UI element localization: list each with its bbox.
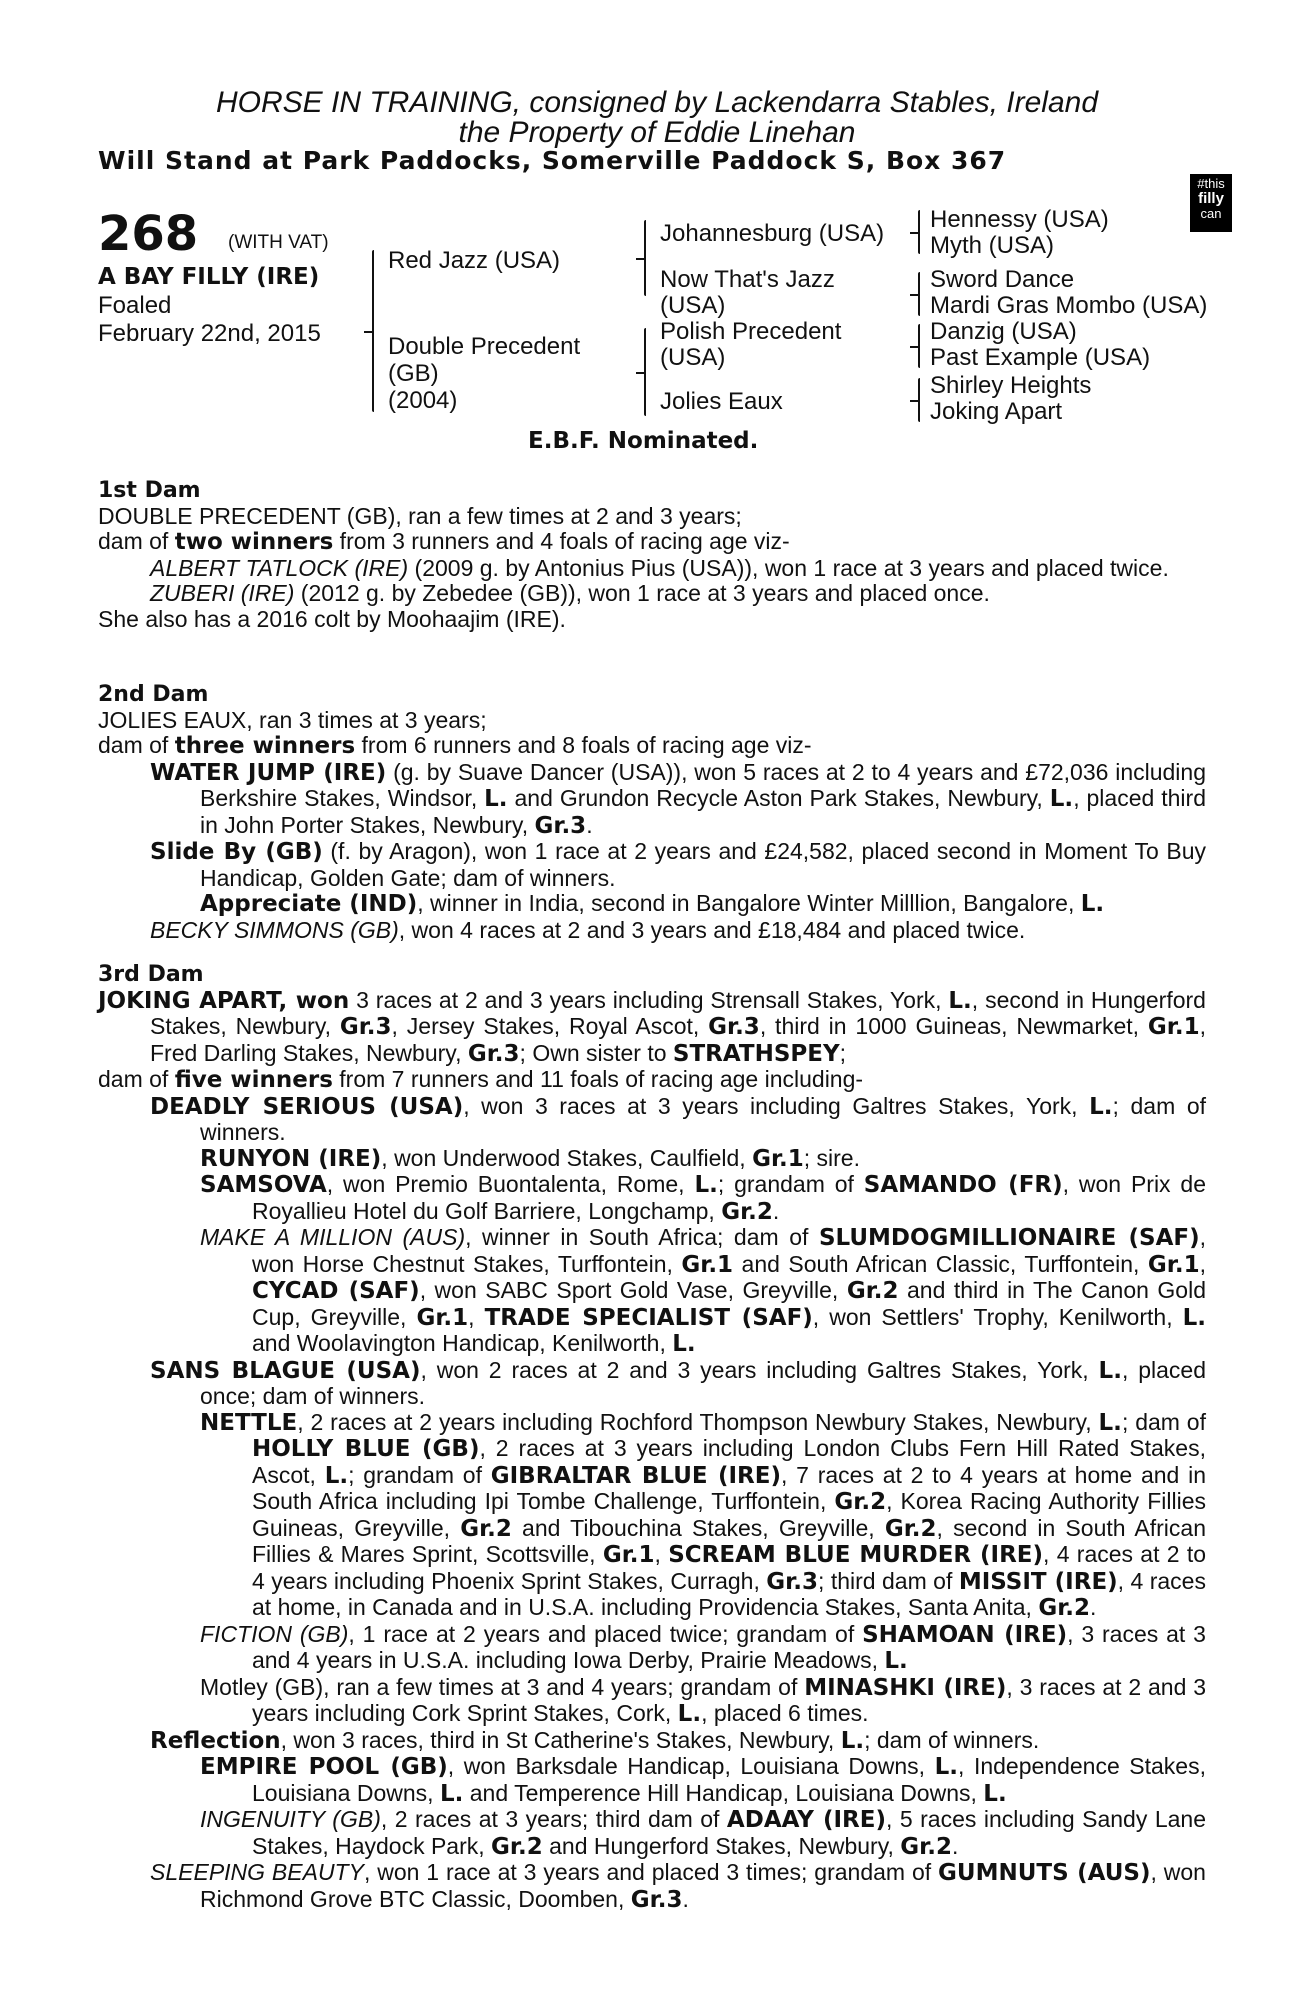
- grand-produce-entry: EMPIRE POOL (GB), won Barksdale Handicap, Louisiana Downs, L., Independence Stakes, Louisiana Downs, L. and Temperence Hill Handicap, Louisiana Downs, L.: [200, 1753, 1206, 1807]
- grandsire-3: Sword Dance: [930, 266, 1075, 293]
- grandsire-4: Mardi Gras Mombo (USA): [930, 292, 1208, 319]
- consignor-heading: HORSE IN TRAINING, consigned by Lackendarra Stables, Ireland: [215, 86, 1099, 119]
- pedigree-brace-g2: [918, 272, 920, 316]
- pedigree-brace-g1: [918, 210, 920, 254]
- horse-description: A BAY FILLY (IRE): [98, 264, 320, 290]
- dam-line2: (GB): [388, 360, 439, 387]
- pedigree-brace-main: [372, 250, 374, 412]
- grand-produce-entry: FICTION (GB), 1 race at 2 years and placed twice; grandam of SHAMOAN (IRE), 3 races at 3 and 4 years in U.S.A. including Iowa Derby, Prairie Meadows, L.: [200, 1620, 1206, 1674]
- third-dam-line: JOKING APART, won 3 races at 2 and 3 years including Strensall Stakes, York, L., second in Hungerford Stakes, Newbury, Gr.3, Jersey Stakes, Royal Ascot, Gr.3, third in 1000 Guineas, Newmarket, Gr.1, Fred Darling Stakes, Newbury, Gr.3; Own sister to STRATHSPEY;: [98, 986, 1206, 1067]
- second-dam-title: 2nd Dam: [98, 682, 209, 707]
- sire: Red Jazz (USA): [388, 247, 561, 274]
- foaled-label: Foaled: [98, 292, 172, 319]
- second-dam-produce-summary: dam of three winners from 6 runners and 8 foals of racing age viz-: [98, 732, 812, 759]
- grand-produce-entry: NETTLE, 2 races at 2 years including Rochford Thompson Newbury Stakes, Newbury, L.; dam of HOLLY BLUE (GB), 2 races at 3 years including London Clubs Fern Hill Rated Stakes, Ascot, L.; grandam of GIBRALTAR BLUE (IRE), 7 races at 2 to 4 years at home and in South Africa including Ipi Tombe Challenge, Turffontein, Gr.2, Korea Racing Authority Fillies Guineas, Greyville, Gr.2 and Tibouchina Stakes, Greyville, Gr.2, second in South African Fillies & Mares Sprint, Scottsville, Gr.1, SCREAM BLUE MURDER (IRE), 4 races at 2 to 4 years including Phoenix Sprint Stakes, Curragh, Gr.3; third dam of MISSIT (IRE), 4 races at home, in Canada and in U.S.A. including Providencia Stakes, Santa Anita, Gr.2.: [200, 1408, 1207, 1621]
- produce-entry: SANS BLAGUE (USA), won 2 races at 2 and 3 years including Galtres Stakes, York, L., placed once; dam of winners.: [150, 1356, 1206, 1409]
- lot-number: 268: [98, 206, 199, 262]
- third-dam-section: [98, 962, 1206, 1913]
- produce-entry: WATER JUMP (IRE) (g. by Suave Dancer (USA)), won 5 races at 2 to 4 years and £72,036 including Berkshire Stakes, Windsor, L. and Grundon Recycle Aston Park Stakes, Newbury, L., placed third in John Porter Stakes, Newbury, Gr.3.: [150, 758, 1207, 839]
- pedigree-brace-g4: [918, 378, 920, 422]
- produce-entry: Slide By (GB) (f. by Aragon), won 1 race at 2 years and £24,582, placed second in Moment To Buy Handicap, Golden Gate; dam of winners.: [150, 838, 1206, 891]
- owner-heading: the Property of Eddie Linehan: [458, 116, 856, 149]
- first-dam-produce-summary: dam of two winners from 3 runners and 4 foals of racing age viz-: [98, 528, 790, 555]
- grand-produce-entry: MAKE A MILLION (AUS), winner in South Africa; dam of SLUMDOGMILLIONAIRE (SAF), won Horse Chestnut Stakes, Turffontein, Gr.1 and South African Classic, Turffontein, Gr.1, CYCAD (SAF), won SABC Sport Gold Vase, Greyville, Gr.2 and third in The Canon Gold Cup, Greyville, Gr.1, TRADE SPECIALIST (SAF), won Settlers' Trophy, Kenilworth, L. and Woolavington Handicap, Kenilworth, L.: [200, 1224, 1207, 1357]
- produce-entry: DEADLY SERIOUS (USA), won 3 races at 3 years including Galtres Stakes, York, L.; dam of winners.: [150, 1092, 1207, 1145]
- vat-label: (WITH VAT): [228, 232, 329, 253]
- grandsire-6: Past Example (USA): [930, 344, 1151, 371]
- first-dam-line: DOUBLE PRECEDENT (GB), ran a few times at 2 and 3 years;: [98, 502, 742, 529]
- sire-sire: Johannesburg (USA): [660, 220, 885, 247]
- grand-produce-entry: RUNYON (IRE), won Underwood Stakes, Caulfield, Gr.1; sire.: [200, 1144, 860, 1172]
- produce-note: She also has a 2016 colt by Moohaajim (IRE).: [98, 605, 566, 632]
- dam-sire-line2: (USA): [660, 344, 726, 371]
- produce-entry: BECKY SIMMONS (GB), won 4 races at 2 and 3 years and £18,484 and placed twice.: [150, 916, 1026, 943]
- second-dam-section: [98, 682, 1206, 943]
- grand-produce-entry: SAMSOVA, won Premio Buontalenta, Rome, L.; grandam of SAMANDO (FR), won Prix de Royallieu Hotel du Golf Barriere, Longchamp, Gr.2.: [200, 1171, 1206, 1225]
- third-dam-produce-summary: dam of five winners from 7 runners and 11 foals of racing age including-: [98, 1066, 864, 1093]
- first-dam-title: 1st Dam: [98, 478, 201, 503]
- dam-sire-line1: Polish Precedent: [660, 318, 842, 345]
- dam-line3: (2004): [388, 387, 458, 414]
- produce-entry: SLEEPING BEAUTY, won 1 race at 3 years and placed 3 times; grandam of GUMNUTS (AUS), won Richmond Grove BTC Classic, Doomben, Gr.3.: [150, 1859, 1206, 1913]
- first-dam-section: [98, 478, 1206, 632]
- produce-entry: ZUBERI (IRE) (2012 g. by Zebedee (GB)), won 1 race at 3 years and placed once.: [150, 580, 990, 606]
- pedigree-brace-dam: [644, 328, 646, 416]
- grandsire-8: Joking Apart: [930, 398, 1063, 425]
- second-dam-line: JOLIES EAUX, ran 3 times at 3 years;: [98, 706, 487, 733]
- grand-produce-entry: Motley (GB), ran a few times at 3 and 4 years; grandam of MINASHKI (IRE), 3 races at 2 and 3 years including Cork Sprint Stakes, Cork, L., placed 6 times.: [200, 1673, 1207, 1727]
- ebf-nominated: E.B.F. Nominated.: [528, 428, 759, 454]
- dam-dam: Jolies Eaux: [660, 388, 783, 415]
- grandsire-5: Danzig (USA): [930, 318, 1077, 345]
- this-filly-can-logo: #this filly can: [1190, 174, 1232, 232]
- dam-line1: Double Precedent: [388, 333, 581, 360]
- foaled-date: February 22nd, 2015: [98, 320, 321, 347]
- pedigree-brace-sire: [644, 220, 646, 296]
- third-dam-title: 3rd Dam: [98, 962, 204, 987]
- grandsire-1: Hennessy (USA): [930, 206, 1109, 233]
- sire-dam-line2: (USA): [660, 292, 726, 319]
- pedigree-brace-g3: [918, 324, 920, 368]
- produce-entry: Appreciate (IND), winner in India, second in Bangalore Winter Milllion, Bangalore, L.: [200, 890, 1105, 917]
- grandsire-2: Myth (USA): [930, 232, 1055, 259]
- stand-location: Will Stand at Park Paddocks, Somerville Paddock S, Box 367: [98, 146, 1007, 175]
- sire-dam-line1: Now That's Jazz: [660, 266, 835, 293]
- produce-entry: Reflection, won 3 races, third in St Catherine's Stakes, Newbury, L.; dam of winners.: [150, 1726, 1040, 1754]
- grandsire-7: Shirley Heights: [930, 372, 1092, 399]
- grand-produce-entry: INGENUITY (GB), 2 races at 3 years; third dam of ADAAY (IRE), 5 races including Sandy Lane Stakes, Haydock Park, Gr.2 and Hungerford Stakes, Newbury, Gr.2.: [200, 1806, 1206, 1860]
- produce-entry: ALBERT TATLOCK (IRE) (2009 g. by Antonius Pius (USA)), won 1 race at 3 years and placed twice.: [150, 554, 1169, 581]
